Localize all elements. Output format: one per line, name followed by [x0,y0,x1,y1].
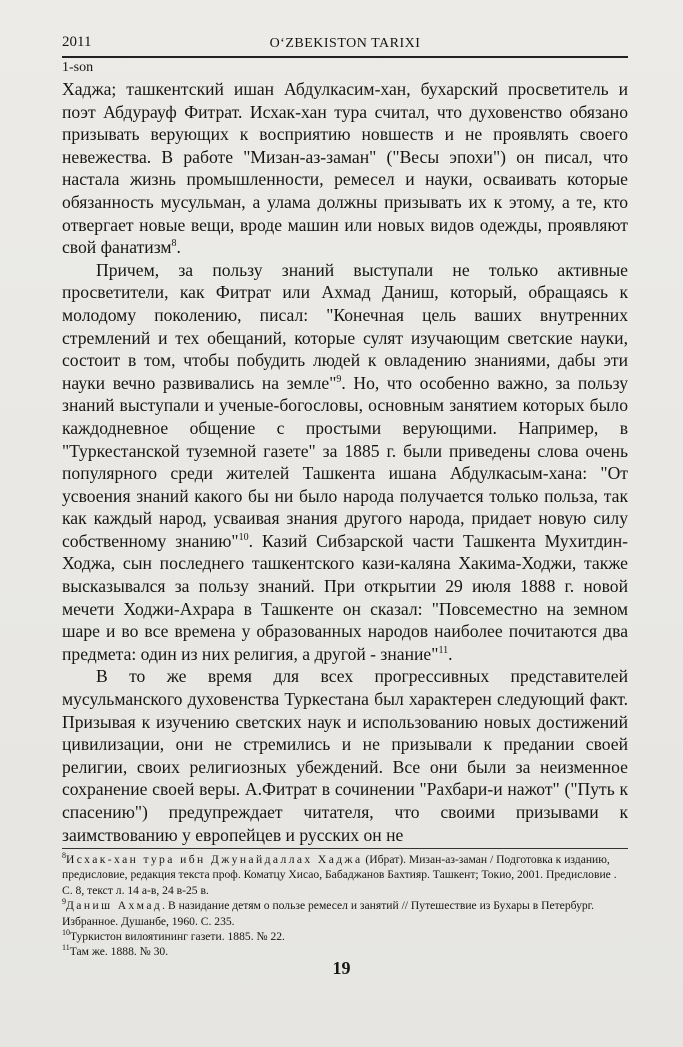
footnote-author: Исхак-хан тура ибн Джунайдаллах Хаджа [66,853,363,866]
running-header [62,34,628,56]
footnote-number: 10 [62,928,70,938]
footnote-ref: 11 [438,644,449,656]
footnote-8 [62,852,628,898]
footnotes [62,852,628,960]
paragraph-text: . Казий Сибзарской части Ташкента Мухитдин-Ходжа, сын последнего ташкентского кази-каляна Хакима-Ходжи, также высказывался за пользу знаний. При открытии 29 июля 1888 г. новой мечети Ходжи-Ахрара в Ташкенте он сказал: "Повсеместно на земном шаре и во все времена у образованных народов наиболее почитаются два предмета: один из них религия, а другой - знание" [62,530,628,664]
footnote-10 [62,929,628,944]
paragraph-punct: . [448,643,453,664]
footnote-text: Туркистон вилоятининг газети. 1885. № 22. [70,930,285,944]
header-issue: 1-son [62,60,94,75]
header-rule [62,56,628,58]
footnote-rule [62,848,628,849]
footnote-number: 9 [62,897,66,907]
page-number: 19 [332,958,351,978]
paragraph-text: . Но, что особенно важно, за пользу знаний выступали и ученые-богословы, основным занятием которых было каждодневное общение с простыми верующими. Например, в "Туркестанской туземной газете" за 1885 г. были приведены слова очень популярного среди жителей Ташкента ишана Абдулкасым-хана: "От усвоения знаний какого бы ни было народа получается только польза, так как каждый народ, усваивая знания другого народа, придает новую силу собственному знанию" [62,372,628,551]
footnote-ref: 9 [336,373,342,385]
paragraph-punct: . [176,237,181,258]
footnote-text: (Ибрат). Мизан-аз-заман / Подготовка к изданию, предисловие, редакция текста проф. Коматцу Хисао, Бабаджанов Бахтияр. Ташкент; Токио, 2001. Предисловие . С. 8, текст л. 14 а-в, 24 в-25 в. [62,853,617,897]
footnote-number: 11 [62,943,70,953]
header-year: 2011 [62,34,92,50]
paragraph-2 [62,259,628,666]
paragraph-text: Причем, за пользу знаний выступали не только активные просветители, как Фитрат или Ахмад Даниш, который, обращаясь к молодому поколению, писал: "Конечная цель ваших внутренних стремлений и тех обещаний, которые сулят изучающим светские науки, состоит в том, чтобы побудить людей к овладению знаниями, дабы эти науки вечно развивались на земле" [62,259,628,393]
paragraph-1 [62,78,628,259]
paragraph-text: В то же время для всех прогрессивных представителей мусульманского духовенства Туркестана был характерен следующий факт. Призывая к изучению светских наук и использованию новых достижений цивилизации, они не стремились и не призывали к предании своей религии, своих религиозных убеждений. Все они были за неизменное сохранение своей веры. А.Фитрат в сочинении "Рахбари-и нажот" ("Путь к спасению") предупреждает читателя, что своими призывами к заимствованию у европейцев и русских он не [62,666,628,845]
footnote-number: 8 [62,851,66,861]
footnote-text: Там же. 1888. № 30. [69,945,169,959]
footnote-ref: 8 [171,238,177,250]
paragraph-text: Хаджа; ташкентский ишан Абдулкасим-хан, бухарский просветитель и поэт Абдурауф Фитрат. Исхак-хан тура считал, что духовенство обязано призывать верующих к восприятию новшеств и не проявлять своего невежества. В работе "Мизан-аз-заман" ("Весы эпохи") он писал, что настала жизнь промышленности, ремесел и науки, осваивать которые обязанность мусульман, а улама должны призывать их к этому, а те, кто отвергает новые вещи, вроде машин или новых видов одежды, проявляют свой фанатизм [62,79,628,258]
footnote-9 [62,898,628,929]
footnote-author: Даниш Ахмад [66,899,163,913]
footnote-ref: 10 [238,532,249,544]
article-body [62,78,628,846]
footnote-text: . В назидание детям о пользе ремесел и занятий // Путешествие из Бухары в Петербург. Избранное. Душанбе, 1960. С. 235. [62,899,595,928]
header-journal-title: O‘ZBEKISTON TARIXI [269,36,421,51]
paragraph-3 [62,665,628,846]
